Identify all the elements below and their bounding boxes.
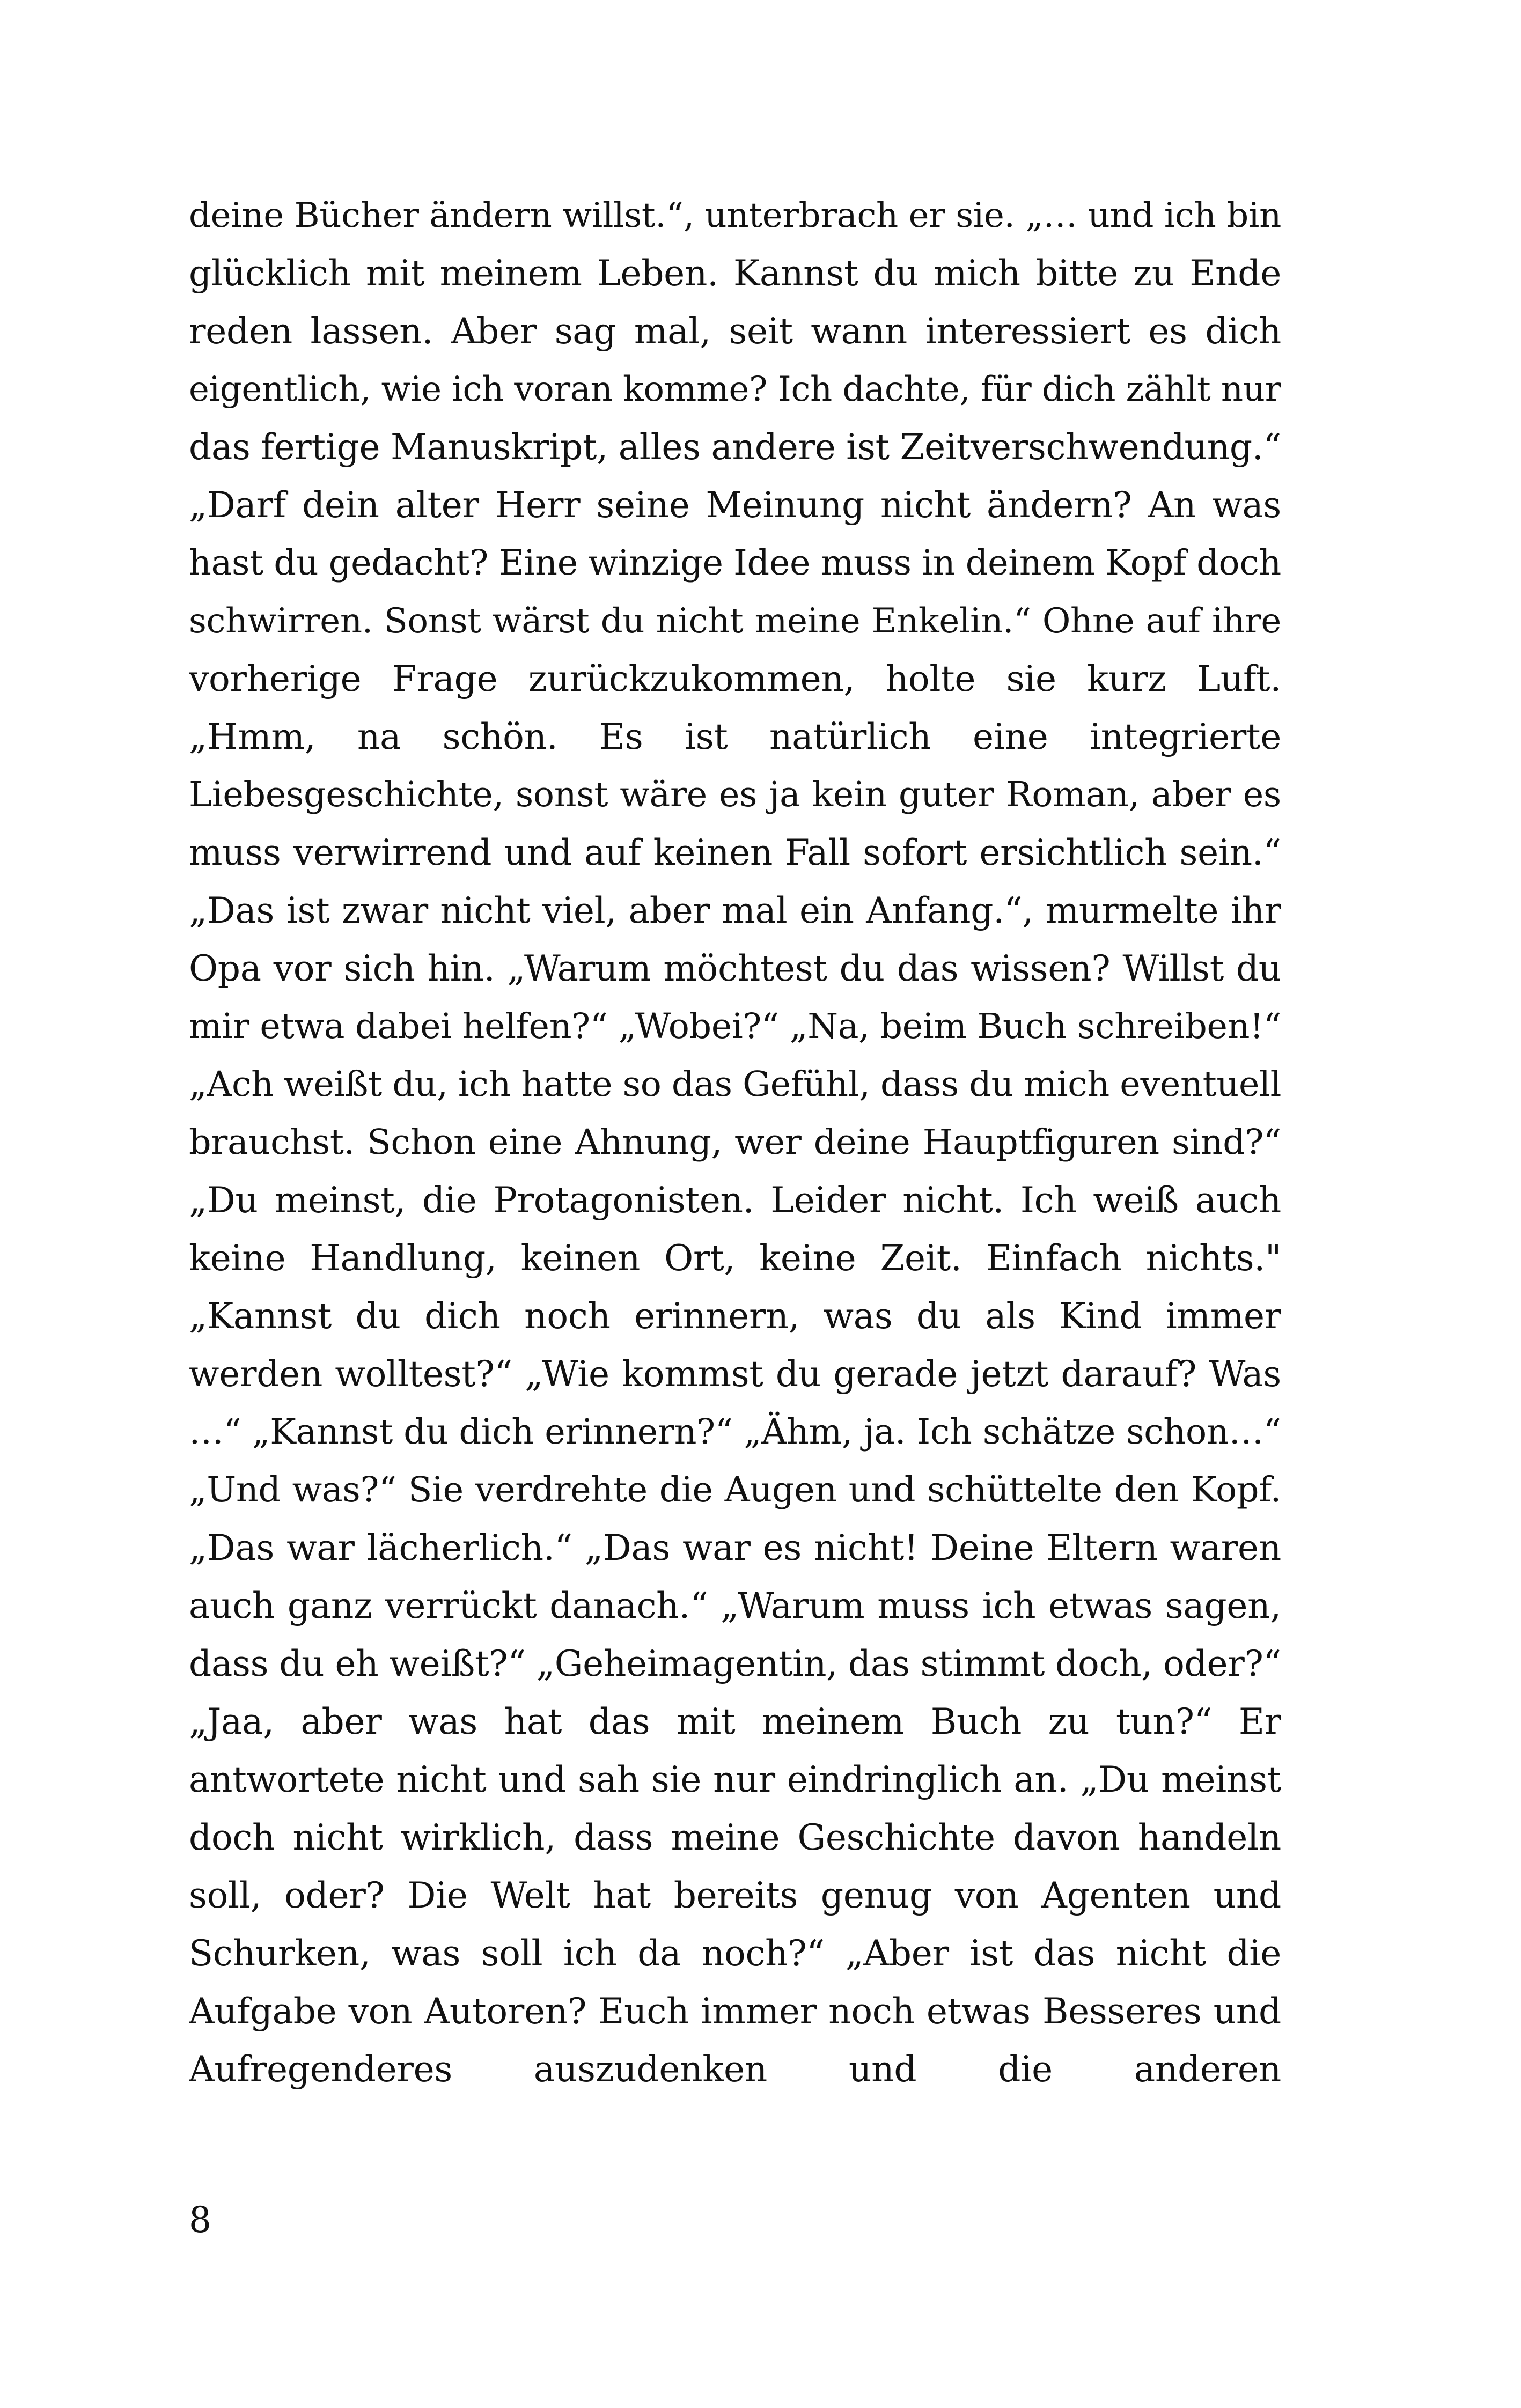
text-line: hast du gedacht? Eine winzige Idee muss in deinem Kopf doch <box>189 543 1281 583</box>
text-line: vorherige Frage zurückzukommen, holte sie kurz Luft. <box>189 658 1281 699</box>
text-line: muss verwirrend und auf keinen Fall sofort ersichtlich sein.“ <box>189 832 1281 873</box>
text-line: schwirren. Sonst wärst du nicht meine Enkelin.“ Ohne auf ihre <box>189 601 1281 641</box>
text-line: „Und was?“ Sie verdrehte die Augen und schüttelte den Kopf. <box>189 1470 1281 1510</box>
text-line: eigentlich, wie ich voran komme? Ich dachte, für dich zählt nur <box>189 370 1281 409</box>
text-line: „Kannst du dich noch erinnern, was du als Kind immer <box>189 1295 1281 1337</box>
text-line: keine Handlung, keinen Ort, keine Zeit. Einfach nichts." <box>189 1238 1281 1279</box>
text-line: Aufregenderes auszudenken und die anderen <box>189 2049 1281 2090</box>
text-line: dass du eh weißt?“ „Geheimagentin, das stimmt doch, oder?“ <box>189 1643 1281 1684</box>
text-line: Aufgabe von Autoren? Euch immer noch etwas Besseres und <box>189 1991 1281 2032</box>
page-number: 8 <box>189 2199 211 2241</box>
text-line: werden wolltest?“ „Wie kommst du gerade jetzt darauf? Was <box>189 1353 1281 1395</box>
text-line: mir etwa dabei helfen?“ „Wobei?“ „Na, beim Buch schreiben!“ <box>189 1006 1281 1047</box>
text-line: glücklich mit meinem Leben. Kannst du mich bitte zu Ende <box>189 253 1281 294</box>
text-line: antwortete nicht und sah sie nur eindringlich an. „Du meinst <box>189 1759 1281 1800</box>
text-line: reden lassen. Aber sag mal, seit wann interessiert es dich <box>189 311 1281 352</box>
text-line: soll, oder? Die Welt hat bereits genug von Agenten und <box>189 1875 1281 1916</box>
text-line: Liebesgeschichte, sonst wäre es ja kein guter Roman, aber es <box>189 775 1281 815</box>
text-line: Schurken, was soll ich da noch?“ „Aber ist das nicht die <box>189 1933 1281 1974</box>
text-line: das fertige Manuskript, alles andere ist Zeitverschwendung.“ <box>189 426 1281 468</box>
text-line: auch ganz verrückt danach.“ „Warum muss ich etwas sagen, <box>189 1585 1281 1626</box>
text-line: Opa vor sich hin. „Warum möchtest du das wissen? Willst du <box>189 948 1281 989</box>
text-line: deine Bücher ändern willst.“, unterbrach er sie. „… und ich bin <box>189 196 1281 235</box>
text-line: „Darf dein alter Herr seine Meinung nicht ändern? An was <box>189 484 1281 526</box>
text-line: „Das war lächerlich.“ „Das war es nicht! Deine Eltern waren <box>189 1527 1281 1568</box>
page-body <box>189 187 1281 2098</box>
text-line: „Jaa, aber was hat das mit meinem Buch zu tun?“ Er <box>189 1701 1281 1742</box>
text-line: „Das ist zwar nicht viel, aber mal ein Anfang.“, murmelte ihr <box>189 890 1281 931</box>
text-line: brauchst. Schon eine Ahnung, wer deine Hauptfiguren sind?“ <box>189 1122 1281 1162</box>
text-line: …“ „Kannst du dich erinnern?“ „Ähm, ja. Ich schätze schon…“ <box>189 1412 1281 1452</box>
text-line: „Hmm, na schön. Es ist natürlich eine integrierte <box>189 716 1281 757</box>
text-line: doch nicht wirklich, dass meine Geschichte davon handeln <box>189 1817 1281 1858</box>
text-line: „Du meinst, die Protagonisten. Leider nicht. Ich weiß auch <box>189 1180 1281 1221</box>
text-line: „Ach weißt du, ich hatte so das Gefühl, dass du mich eventuell <box>189 1064 1281 1104</box>
